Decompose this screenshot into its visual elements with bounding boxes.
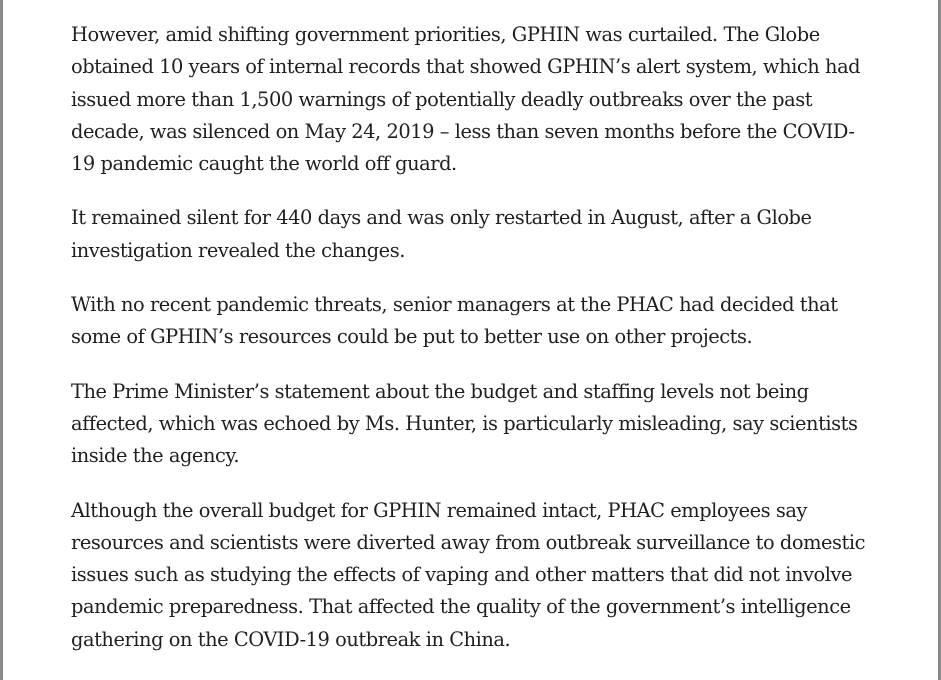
article-paragraph: Although the overall budget for GPHIN remained intact, PHAC employees say resources and scientists were diverted away from outbreak surveillance to domestic issues such as studying the effects of vaping and other matters that did not involve pandemic preparedness. That affected the quality of the government’s intelligence gathering on the COVID-19 outbreak in China. <box>71 498 866 651</box>
article-paragraph: With no recent pandemic threats, senior managers at the PHAC had decided that some of GPHIN’s resources could be put to better use on other projects. <box>71 293 838 349</box>
article-body <box>71 19 876 678</box>
article-paragraph: The Prime Minister’s statement about the budget and staffing levels not being affected, which was echoed by Ms. Hunter, is particularly misleading, say scientists inside the agency. <box>71 379 858 468</box>
article-paragraph: It remained silent for 440 days and was only restarted in August, after a Globe investigation revealed the changes. <box>71 206 812 262</box>
article-paragraph: However, amid shifting government priorities, GPHIN was curtailed. The Globe obtained 10 years of internal records that showed GPHIN’s alert system, which had issued more than 1,500 warnings of potentially deadly outbreaks over the past decade, was silenced on May 24, 2019 – less than seven months before the COVID-19 pandemic caught the world off guard. <box>71 23 861 176</box>
